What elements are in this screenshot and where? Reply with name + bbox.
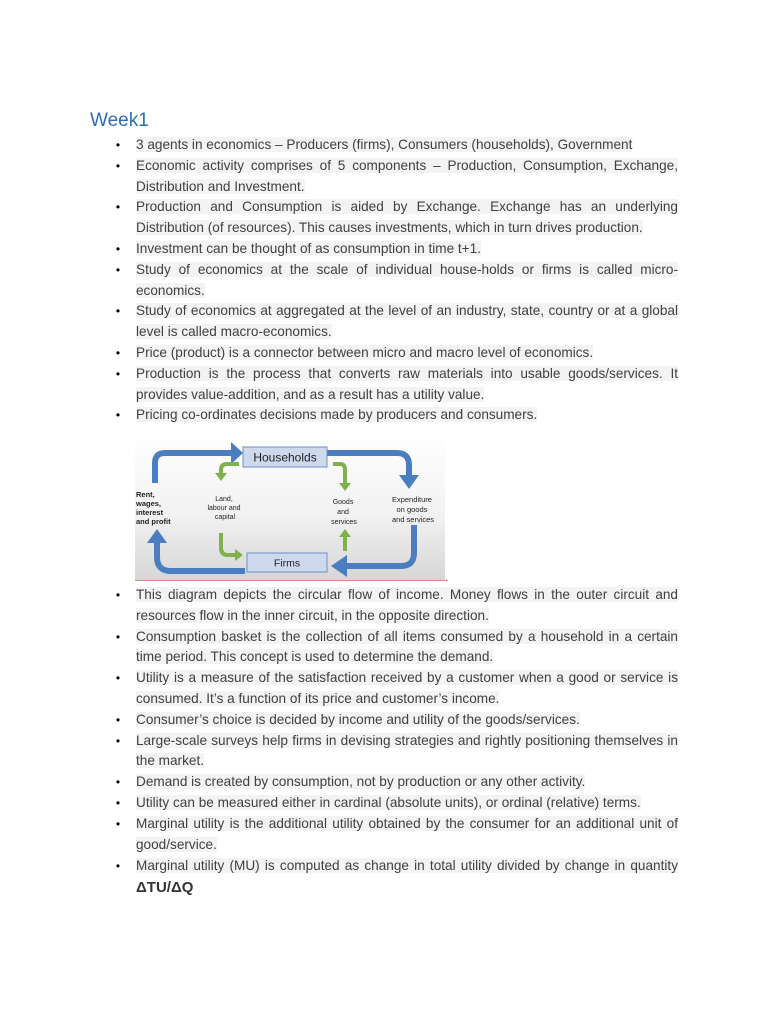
list-item (113, 364, 678, 406)
list-item-text: 3 agents in economics – Producers (firms), Consumers (households), Government (136, 137, 633, 152)
list-item (113, 585, 678, 627)
list-item (113, 793, 678, 814)
bullet-icon: • (115, 733, 121, 748)
bullet-icon: • (115, 588, 121, 602)
list-item-text: Investment can be thought of as consumption in time t+1. (136, 240, 481, 256)
list-item (113, 239, 678, 260)
list-item (113, 814, 678, 856)
list-item (113, 710, 678, 731)
bullet-icon: • (115, 795, 121, 810)
list-item (113, 260, 678, 302)
goods-label: Goods and services (331, 499, 357, 526)
list-item-text: Production is the process that converts raw materials into usable goods/services. It provides value-addition, and as a result has a utility value. (136, 365, 678, 402)
bullet-icon: • (115, 629, 121, 644)
list-item (113, 627, 678, 669)
list-item-text: Utility is a measure of the satisfaction received by a customer when a good or service is consumed. It’s a function of its price and customer’s income. (136, 670, 678, 706)
bullet-icon: • (115, 241, 121, 256)
bullet-icon: • (115, 262, 121, 277)
bullet-icon: • (115, 345, 121, 360)
land-label: Land, labour and capital (207, 496, 241, 521)
list-item-text: Marginal utility (MU) is computed as change in total utility divided by change in quantity (136, 858, 678, 874)
list-item (113, 156, 678, 198)
list-item-text: Economic activity comprises of 5 components – Production, Consumption, Exchange, Distribution and Investment. (136, 157, 678, 194)
mu-formula: ΔTU/ΔQ (136, 879, 194, 897)
list-item-text: This diagram depicts the circular flow of income. Money flows in the outer circuit and resources flow in the inner circuit, in the opposite direction. (136, 587, 678, 623)
bullet-icon: • (115, 366, 121, 381)
list-item-text: Marginal utility is the additional utility obtained by the consumer for an additional unit of good/service. (136, 815, 678, 852)
firms-label: Firms (273, 557, 301, 570)
list-item (113, 405, 678, 426)
bullet-list-bottom (113, 585, 678, 899)
list-item-text: Demand is created by consumption, not by production or any other activity. (136, 774, 586, 790)
bullet-icon: • (115, 138, 121, 152)
bullet-icon: • (115, 712, 121, 727)
diagram-trailing-dot: . (445, 570, 449, 584)
list-item-text: Consumer’s choice is decided by income and utility of the goods/services. (136, 711, 580, 727)
bullet-icon: • (115, 408, 121, 423)
list-item (113, 343, 678, 364)
list-item (113, 772, 678, 793)
list-item-text: Utility can be measured either in cardinal (absolute units), or ordinal (relative) terms. (136, 794, 641, 810)
list-item (113, 301, 678, 343)
list-item (113, 668, 678, 710)
list-item-text: Price (product) is a connector between micro and macro level of economics. (136, 344, 594, 360)
bullet-icon: • (115, 859, 121, 874)
bullet-icon: • (115, 671, 121, 686)
list-item (113, 855, 678, 899)
list-item (113, 135, 678, 156)
rent-label: Rent, wages, interest and profit (136, 490, 171, 526)
list-item-text: Study of economics at the scale of individual house-holds or firms is called micro-economics. (136, 261, 678, 298)
list-item (113, 197, 678, 239)
bullet-icon: • (115, 775, 121, 790)
page-heading: Week1 (90, 110, 149, 131)
households-label: Households (253, 450, 317, 465)
bullet-icon: • (115, 200, 121, 215)
list-item-text: Consumption basket is the collection of all items consumed by a household in a certain time period. This concept is used to determine the demand. (136, 628, 678, 665)
list-item-text: Large-scale surveys help firms in devising strategies and rightly positioning themselves in the market. (136, 732, 678, 769)
bullet-icon: • (115, 158, 121, 173)
circular-flow-diagram (135, 433, 445, 581)
list-item (113, 731, 678, 773)
expenditure-label: Expenditure on goods and services (391, 495, 435, 524)
bullet-icon: • (115, 816, 121, 831)
bullet-list-top (113, 135, 678, 426)
list-item-text: Production and Consumption is aided by Exchange. Exchange has an underlying Distribution (of resources). This causes investments, which in turn drives production. (136, 199, 678, 236)
list-item-text: Study of economics at aggregated at the level of an industry, state, country or at a global level is called macro-economics. (136, 303, 678, 340)
bullet-icon: • (115, 304, 121, 319)
list-item-text: Pricing co-ordinates decisions made by producers and consumers. (136, 407, 538, 423)
